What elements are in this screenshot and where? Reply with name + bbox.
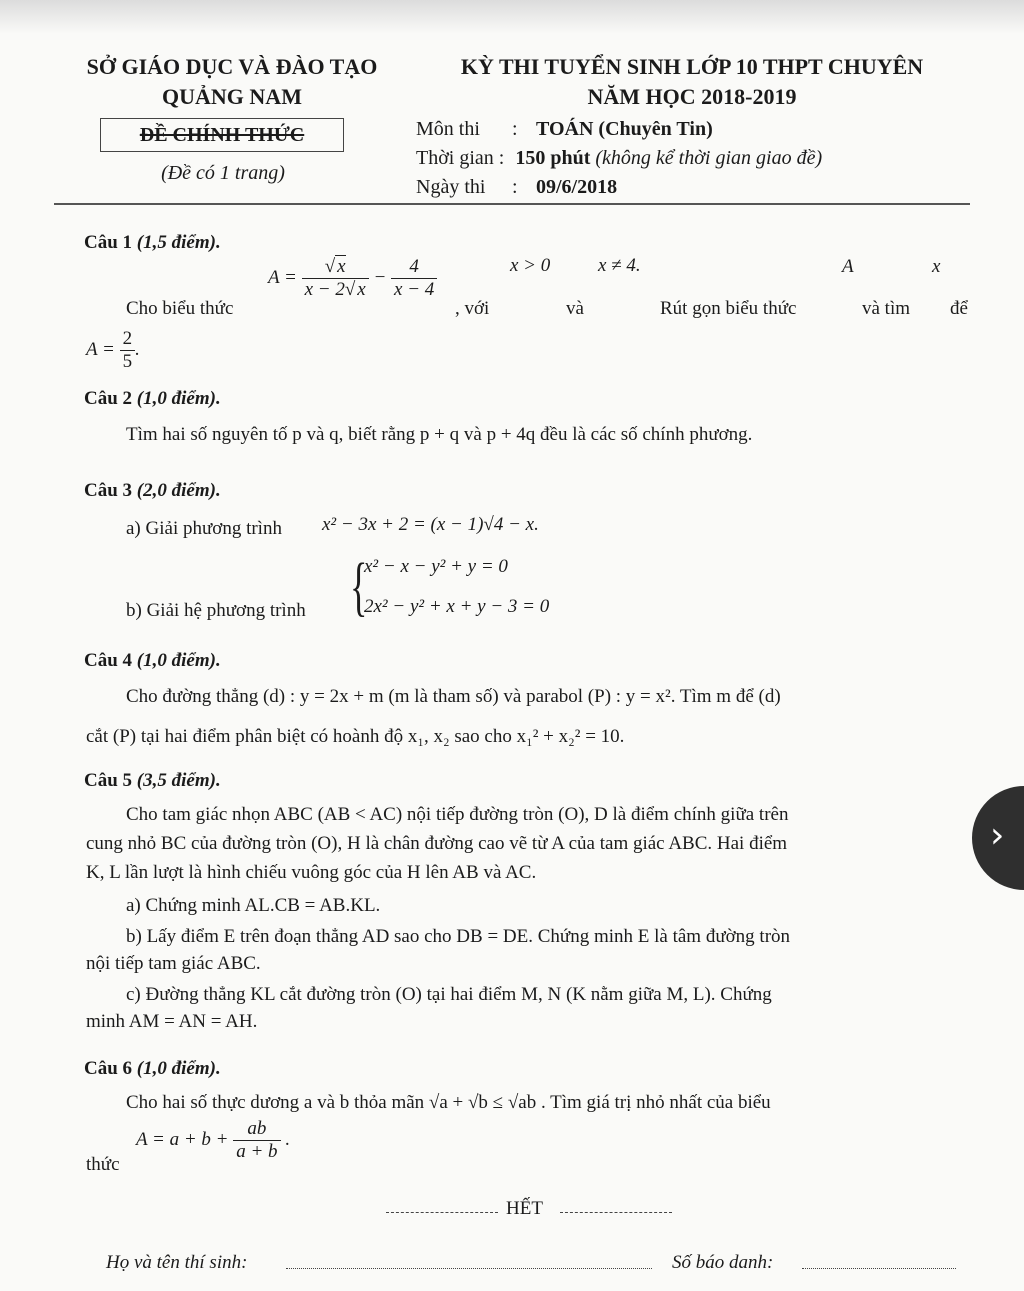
top-shadow [0, 0, 1024, 34]
q1-heading [84, 232, 221, 254]
q1-condition-1: x > 0 [510, 255, 551, 276]
end-label: HẾT [506, 1198, 543, 1219]
q1-var-A: A [842, 256, 854, 277]
q3b-equation-1: x² − x − y² + y = 0 [364, 556, 508, 577]
department-header [62, 52, 402, 112]
q1-and: và [566, 298, 584, 319]
q3a-equation: x² − 3x + 2 = (x − 1)√4 − x. [322, 514, 539, 535]
pages-note: (Đề có 1 trang) [161, 162, 285, 184]
q5-part-c-line-2: minh AM = AN = AH. [86, 1011, 258, 1032]
exam-header [418, 52, 966, 112]
q4-points: (1,0 điểm). [136, 650, 221, 671]
q6-line-1: Cho hai số thực dương a và b thỏa mãn √a + √b ≤ √ab . Tìm giá trị nhỏ nhất của biểu [126, 1092, 771, 1113]
q5-part-a: a) Chứng minh AL.CB = AB.KL. [126, 895, 381, 916]
q1-points: (1,5 điểm). [136, 232, 221, 253]
q2-heading [84, 388, 221, 410]
q4-title: Câu 4 [84, 650, 133, 671]
q2-text: Tìm hai số nguyên tố p và q, biết rằng p + q và p + 4q đều là các số chính phương. [126, 424, 753, 445]
q3-heading [84, 480, 221, 502]
candidate-name-line [286, 1268, 652, 1269]
department-line-2: QUẢNG NAM [162, 84, 302, 109]
time-label: Thời gian : [416, 147, 505, 169]
q5-part-b-line-2: nội tiếp tam giác ABC. [86, 953, 261, 974]
system-brace: { [350, 550, 368, 623]
q3-points: (2,0 điểm). [136, 480, 221, 501]
q5-line-2: cung nhỏ BC của đường tròn (O), H là chân đường cao vẽ từ A của tam giác ABC. Hai điểm [86, 833, 788, 854]
q3a-text: a) Giải phương trình [126, 518, 282, 539]
q5-part-c-line-1: c) Đường thẳng KL cắt đường tròn (O) tại hai điểm M, N (K nằm giữa M, L). Chứng [126, 984, 772, 1005]
q1-condition-2: x ≠ 4. [598, 255, 641, 276]
exam-line-1: KỲ THI TUYỂN SINH LỚP 10 THPT CHUYÊN [460, 54, 924, 79]
time-row [416, 147, 822, 170]
q1-lead: Cho biểu thức [126, 298, 234, 319]
q1-and-find: và tìm [862, 298, 911, 319]
q2-points: (1,0 điểm). [136, 388, 221, 409]
q4-line-1: Cho đường thẳng (d) : y = 2x + m (m là tham số) và parabol (P) : y = x². Tìm m để (d) [126, 686, 781, 707]
exam-line-2: NĂM HỌC 2018-2019 [587, 84, 797, 109]
date-row: Ngày thi : 09/6/2018 [416, 176, 618, 198]
q1-var-x: x [932, 256, 941, 277]
q6-title: Câu 6 [84, 1058, 133, 1079]
q6-line-2: thức [86, 1154, 120, 1175]
q5-title: Câu 5 [84, 770, 133, 791]
q4-heading [84, 650, 221, 672]
q6-heading [84, 1058, 221, 1080]
q6-expression: A = a + b + $\frac{ab}{a + b}$ . [136, 1118, 291, 1162]
time-value: 150 phút [515, 147, 591, 169]
end-dash-left [386, 1212, 498, 1213]
q2-title: Câu 2 [84, 388, 133, 409]
official-label: ĐỀ CHÍNH THỨC [100, 118, 344, 152]
candidate-name-label: Họ và tên thí sinh: [106, 1252, 248, 1273]
q6-points: (1,0 điểm). [136, 1058, 221, 1079]
q1-task: Rút gọn biểu thức [660, 298, 797, 319]
q5-part-b-line-1: b) Lấy điểm E trên đoạn thẳng AD sao cho DB = DE. Chứng minh E là tâm đường tròn [126, 926, 791, 947]
time-note: (không kể thời gian giao đề) [595, 147, 823, 169]
date-value: 09/6/2018 [536, 176, 618, 198]
q5-line-3: K, L lần lượt là hình chiếu vuông góc của H lên AB và AC. [86, 862, 537, 883]
end-dash-right [560, 1212, 672, 1213]
next-page-button[interactable] [972, 786, 1024, 890]
q3b-equation-2: 2x² − y² + x + y − 3 = 0 [364, 596, 550, 617]
q5-points: (3,5 điểm). [136, 770, 221, 791]
q1-with: , với [455, 298, 490, 319]
q1-so-that: để [950, 298, 968, 319]
q1-expression: A = $\frac{√ x}{x - 2√ x}$ − $\frac{4}{x - 4}$ [268, 256, 437, 301]
q1-title: Câu 1 [84, 232, 133, 253]
subject-label: Môn thi [416, 118, 480, 140]
chevron-right-icon: › [990, 815, 1005, 856]
q3b-text: b) Giải hệ phương trình [126, 600, 306, 621]
date-label: Ngày thi [416, 176, 486, 198]
q5-line-1: Cho tam giác nhọn ABC (AB < AC) nội tiếp đường tròn (O), D là điểm chính giữa trên [126, 804, 789, 825]
q5-heading [84, 770, 221, 792]
q3-title: Câu 3 [84, 480, 133, 501]
q1-target-value: A = $\frac{2}{5}$ . [86, 328, 140, 372]
candidate-id-line [802, 1268, 956, 1269]
subject-value: TOÁN (Chuyên Tin) [536, 118, 713, 140]
subject-row: Môn thi : TOÁN (Chuyên Tin) [416, 118, 713, 140]
department-line-1: SỞ GIÁO DỤC VÀ ĐÀO TẠO [86, 54, 378, 79]
header-divider [54, 203, 970, 205]
candidate-id-label: Số báo danh: [672, 1252, 774, 1273]
q4-line-2: cắt (P) tại hai điểm phân biệt có hoành độ x₁, x₂ sao cho x₁² + x₂² = 10. [86, 726, 625, 747]
